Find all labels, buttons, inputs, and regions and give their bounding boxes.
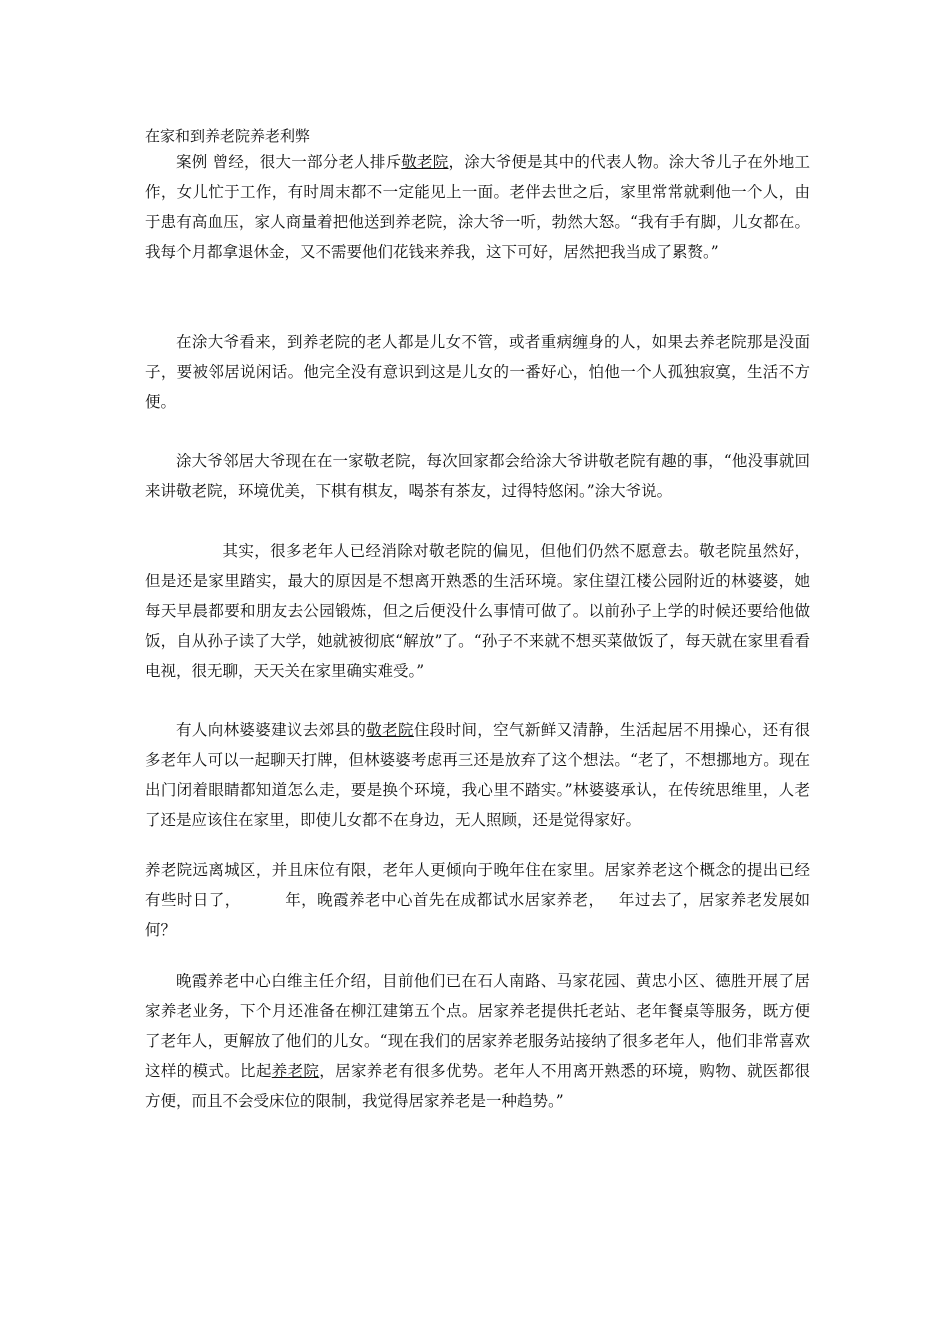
paragraph-home-care	[145, 855, 810, 945]
nursing-home-link[interactable]: 养老院	[271, 1062, 320, 1080]
paragraph-text: ，居家养老有很多优势。老年人不用离开熟悉的环境，购物、就医都很方便，而且不会受床位的限制，我觉得居家养老是一种趋势。”	[145, 1062, 810, 1110]
paragraph-text: 案例 曾经，很大一部分老人排斥	[176, 153, 402, 171]
paragraph-lin-popo: 其实，很多老年人已经消除对敬老院的偏见，但他们仍然不愿意去。敬老院虽然好，但是还是家里踏实，最大的原因是不想离开熟悉的生活环境。家住望江楼公园附近的林婆婆，她每天早晨都要和朋友去公园锻炼，但之后便没什么事情可做了。以前孙子上学的时候还要给他做饭，自从孙子读了大学，她就被彻底“解放”了。“孙子不来就不想买菜做饭了，每天就在家里看看电视，很无聊，天天关在家里确实难受。”	[145, 542, 810, 680]
paragraph-text: 年，晚霞养老中心首先在成都试水居家养老，	[284, 891, 605, 909]
paragraph-case	[145, 147, 810, 267]
nursing-home-link[interactable]: 敬老院	[366, 721, 414, 739]
paragraph-text: 养老院远离城区，并且床位有限，老年人更倾向于晚年住在家里。居家养老这个概念的提出已经有些时日了，	[145, 861, 810, 909]
paragraph-text: 年过去了，居家养老发展如何？	[145, 891, 810, 939]
paragraph-tu-view: 在涂大爷看来，到养老院的老人都是儿女不管，或者重病缠身的人，如果去养老院那是没面子，要被邻居说闲话。他完全没有意识到这是儿女的一番好心，怕他一个人孤独寂寞，生活不方便。	[145, 333, 810, 411]
paragraph-text: 晚霞养老中心白维主任介绍，目前他们已在石人南路、马家花园、黄忠小区、德胜开展了居家养老业务，下个月还准备在柳江建第五个点。居家养老提供托老站、老年餐桌等服务，既方便了老年人，更解放了他们的儿女。“现在我们的居家养老服务站接纳了很多老年人，他们非常喜欢这样的模式。比起	[145, 972, 810, 1080]
paragraph-text: ，涂大爷便是其中的代表人物。涂大爷儿子在外地工作，女儿忙于工作，有时周末都不一定能见上一面。老伴去世之后，家里常常就剩他一个人，由于患有高血压，家人商量着把他送到养老院，涂大爷一听，勃然大怒。“我有手有脚，儿女都在。我每个月都拿退休金，又不需要他们花钱来养我，这下可好，居然把我当成了累赘。”	[145, 153, 810, 261]
paragraph-director	[145, 966, 810, 1116]
nursing-home-link[interactable]: 敬老院	[401, 153, 449, 171]
document-title: 在家和到养老院养老利弊	[145, 127, 311, 145]
paragraph-suggestion	[145, 715, 810, 835]
paragraph-text: 有人向林婆婆建议去郊县的	[176, 721, 367, 739]
paragraph-neighbor: 涂大爷邻居大爷现在在一家敬老院，每次回家都会给涂大爷讲敬老院有趣的事，“他没事就回来讲敬老院，环境优美，下棋有棋友，喝茶有茶友，过得特悠闲。”涂大爷说。	[145, 452, 810, 500]
paragraph-text: 住段时间，空气新鲜又清静，生活起居不用操心，还有很多老年人可以一起聊天打牌，但林婆婆考虑再三还是放弃了这个想法。“老了，不想挪地方。现在出门闭着眼睛都知道怎么走，要是换个环境，我心里不踏实。”林婆婆承认，在传统思维里，人老了还是应该住在家里，即使儿女都不在身边，无人照顾，还是觉得家好。	[145, 721, 810, 829]
